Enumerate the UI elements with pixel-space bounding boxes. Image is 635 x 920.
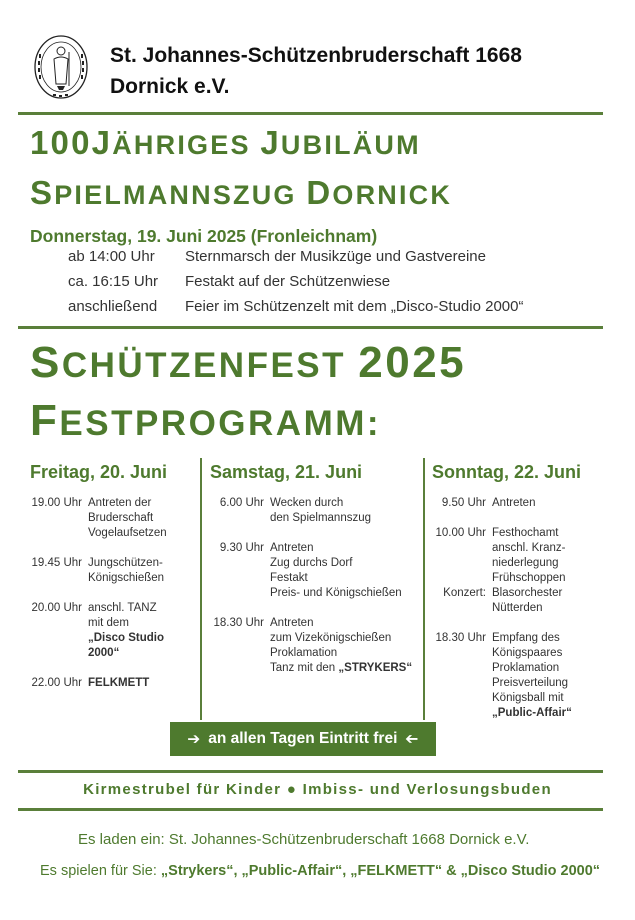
schedule-time: ca. 16:15 Uhr [68,273,159,290]
event-desc: Blasorchester Nütterden [492,587,563,614]
schedule-time: anschließend [68,298,158,315]
column-divider [423,458,425,720]
event-time: 20.00 Uhr [31,602,82,614]
jubilee-title-line1: 100JÄHRIGES JUBILÄUM [30,124,421,161]
program-event [432,631,612,721]
organization-name [110,40,522,102]
footer-bands [40,863,600,879]
event-desc: Jungschützen- Königschießen [88,557,165,584]
event-desc: Wecken durch den Spielmannszug [270,497,372,524]
event-time: 18.30 Uhr [435,632,486,644]
event-time: 9.50 Uhr [441,497,486,509]
program-event [432,526,612,586]
divider-kirmes-bottom [18,808,603,811]
event-desc: Festhochamt anschl. Kranz- niederlegung Frühschoppen [492,527,566,584]
event-time: 10.00 Uhr [435,527,486,539]
schedule-desc: Festakt auf der Schützenwiese [185,273,391,290]
event-desc: Antreten zum Vizekönigschießen Proklamation Tanz mit den [270,617,392,674]
program-event [210,541,422,601]
festival-title-line1: SCHÜTZENFEST 2025 [30,338,467,387]
event-time: 6.00 Uhr [219,497,264,509]
event-time: 18.30 Uhr [213,617,264,629]
program-event [30,601,198,661]
event-time: 22.00 Uhr [31,677,82,689]
event-band: „STRYKERS“ [338,662,413,674]
footer-hosts: Es laden ein: St. Johannes-Schützenbruderschaft 1668 Dornick e.V. [78,831,530,848]
org-name-line2: Dornick e.V. [110,75,230,98]
event-desc: Antreten [492,497,536,509]
day-column-saturday [210,462,422,691]
arrow-right-icon: ➔ [187,730,201,748]
program-event [210,496,422,526]
day-heading: Sonntag, 22. Juni [432,462,582,482]
event-desc: Empfang des Königspaares Proklamation Preisverteilung Königsball mit [492,632,569,704]
day-heading: Freitag, 20. Juni [30,462,168,482]
jubilee-number: 100 [30,124,92,161]
column-divider [200,458,202,720]
schedule-time: ab 14:00 Uhr [68,248,155,265]
jubilee-schedule-row [68,248,486,265]
event-time: 9.30 Uhr [219,542,264,554]
event-time: 19.45 Uhr [31,557,82,569]
schedule-desc: Sternmarsch der Musikzüge und Gastvereine [185,248,486,265]
program-event [210,616,422,676]
divider-kirmes-top [18,770,603,773]
schedule-desc: Feier im Schützenzelt mit dem „Disco-Studio 2000“ [185,298,524,315]
arrow-left-icon: ➔ [405,731,419,748]
day-column-sunday [432,462,612,736]
event-desc: Antreten Zug durchs Dorf Festakt Preis- und Königschießen [270,542,402,599]
event-band: „Public-Affair“ [492,707,572,719]
program-event [30,556,198,586]
divider-middle [18,326,603,329]
event-band: FELKMETT [88,677,150,689]
event-band: „Disco Studio 2000“ [88,632,165,659]
footer-bands-list: „Strykers“, „Public-Affair“, „FELKMETT“ & „Disco Studio 2000“ [160,863,601,879]
program-event [432,496,612,511]
jubilee-date: Donnerstag, 19. Juni 2025 (Fronleichnam) [30,226,378,246]
festival-title-line2: FESTPROGRAMM: [30,396,382,445]
event-time: 19.00 Uhr [31,497,82,509]
divider-top [18,112,603,115]
bruderschaft-seal-logo [33,34,89,100]
program-event [30,676,198,691]
program-event [30,496,198,541]
jubilee-title-line2: SPIELMANNSZUG DORNICK [30,174,453,211]
free-entry-text: an allen Tagen Eintritt frei [208,730,398,747]
day-heading: Samstag, 21. Juni [210,462,363,482]
event-time: Konzert: [443,587,486,599]
event-desc: anschl. TANZ mit dem [88,602,157,629]
day-column-friday [30,462,198,706]
jubilee-schedule-row [68,273,390,290]
event-desc: Antreten der Bruderschaft Vogelaufsetzen [88,497,167,539]
footer-bands-prefix: Es spielen für Sie: [40,863,161,879]
org-name-line1: St. Johannes-Schützenbruderschaft 1668 [110,44,522,67]
jubilee-schedule-row [68,298,523,315]
free-entry-banner [170,722,436,756]
program-event [432,586,612,616]
kirmes-info: Kirmestrubel für Kinder ● Imbiss- und Verlosungsbuden [83,781,552,798]
